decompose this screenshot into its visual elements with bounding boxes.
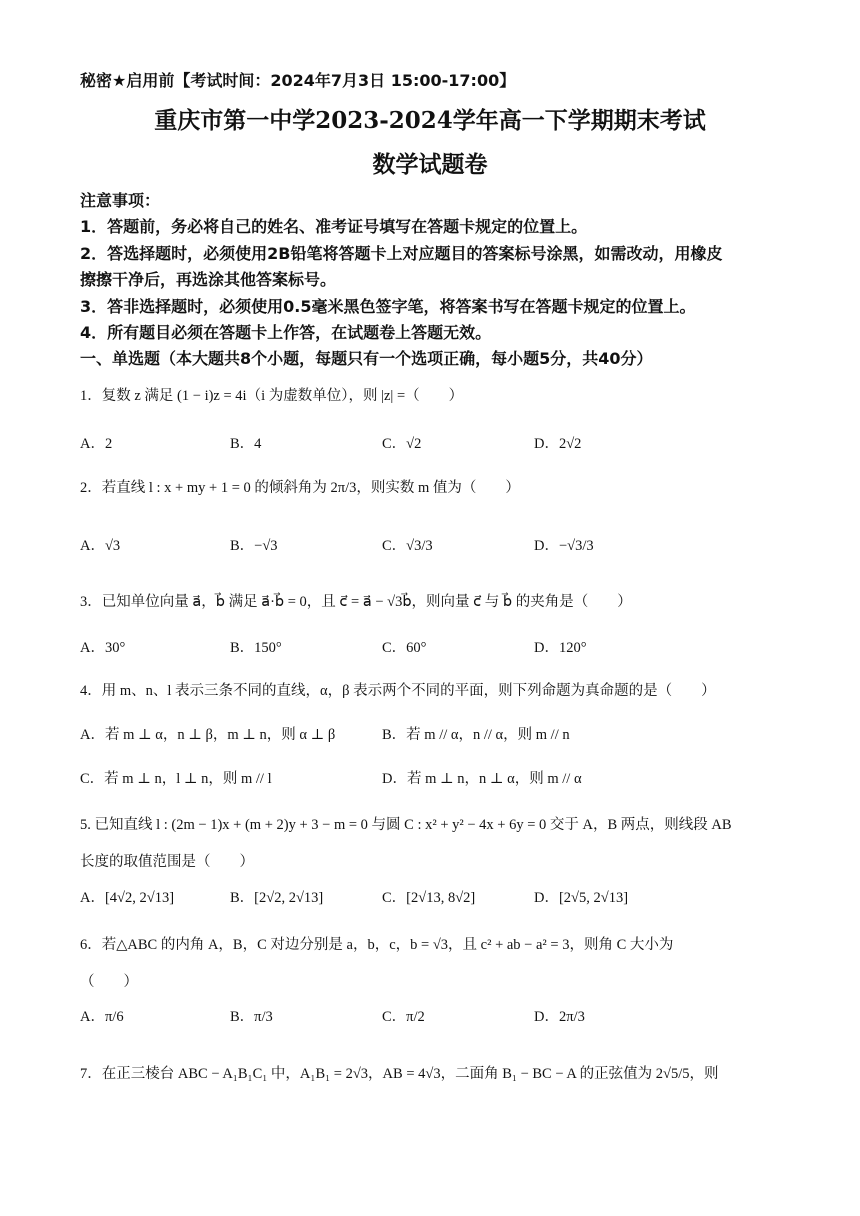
q2-option-b: B．−√3 (230, 538, 278, 554)
q3-option-c: C．60° (382, 640, 427, 656)
question-1-stem: 1．复数 z 满足 (1 − i)z = 4i（i 为虚数单位），则 |z| =（ ） (80, 388, 464, 404)
question-5-stem-cont: 长度的取值范围是（ ） (80, 854, 254, 870)
q3-option-b: B．150° (230, 640, 282, 656)
question-5-stem: 5. 已知直线 l : (2m − 1)x + (m + 2)y + 3 − m = 0 与圆 C : x² + y² − 4x + 6y = 0 交于 A，B 两点，则线段 AB (80, 817, 732, 833)
q3-option-d: D．120° (534, 640, 587, 656)
q2-option-a: A．√3 (80, 538, 121, 554)
q4-option-a: A．若 m ⊥ α，n ⊥ β，m ⊥ n，则 α ⊥ β (80, 727, 336, 743)
question-3-stem: 3．已知单位向量 a⃗，b⃗ 满足 a⃗·b⃗ = 0，且 c⃗ = a⃗ − √3b⃗，则向量 c⃗ 与 b⃗ 的夹角是（ ） (80, 594, 632, 610)
exam-title: 重庆市第一中学2023-2024学年高一下学期期末考试 (154, 107, 706, 134)
question-2-stem: 2．若直线 l : x + my + 1 = 0 的倾斜角为 2π/3，则实数 m 值为（ ） (80, 480, 520, 496)
confidential-header: 秘密★启用前【考试时间：2024年7月3日 15:00-17:00】 (80, 71, 516, 90)
q1-option-a: A．2 (80, 436, 113, 452)
q6-option-c: C．π/2 (382, 1009, 425, 1025)
note-item: 擦擦干净后，再选涂其他答案标号。 (80, 270, 337, 289)
q2-option-d: D．−√3/3 (534, 538, 594, 554)
notes-heading: 注意事项： (80, 191, 161, 210)
note-item: 4．所有题目必须在答题卡上作答，在试题卷上答题无效。 (80, 323, 492, 342)
q2-option-c: C．√3/3 (382, 538, 433, 554)
question-7-stem: 7．在正三棱台 ABC − A₁B₁C₁ 中，A₁B₁ = 2√3，AB = 4√3，二面角 B₁ − BC − A 的正弦值为 2√5/5，则 (80, 1066, 719, 1082)
q3-option-a: A．30° (80, 640, 126, 656)
q1-option-d: D．2√2 (534, 436, 582, 452)
q1-option-c: C．√2 (382, 436, 422, 452)
question-6-stem: 6．若△ABC 的内角 A，B，C 对边分别是 a，b，c，b = √3，且 c² + ab − a² = 3，则角 C 大小为 (80, 937, 674, 953)
q6-option-d: D．2π/3 (534, 1009, 585, 1025)
q5-option-d: D．[2√5, 2√13] (534, 890, 629, 906)
q4-option-b: B．若 m // α，n // α，则 m // n (382, 727, 570, 743)
q5-option-c: C．[2√13, 8√2] (382, 890, 476, 906)
q4-option-d: D．若 m ⊥ n，n ⊥ α，则 m // α (382, 771, 582, 787)
note-item: 1．答题前，务必将自己的姓名、准考证号填写在答题卡规定的位置上。 (80, 217, 588, 236)
q1-option-b: B．4 (230, 436, 262, 452)
question-4-stem: 4．用 m、n、l 表示三条不同的直线，α，β 表示两个不同的平面，则下列命题为真命题的是（ ） (80, 683, 716, 699)
q5-option-b: B．[2√2, 2√13] (230, 890, 324, 906)
q4-option-c: C．若 m ⊥ n，l ⊥ n，则 m // l (80, 771, 272, 787)
q6-option-a: A．π/6 (80, 1009, 124, 1025)
q5-option-a: A．[4√2, 2√13] (80, 890, 175, 906)
q6-option-b: B．π/3 (230, 1009, 273, 1025)
question-6-stem-cont: （ ） (80, 974, 138, 990)
note-item: 3．答非选择题时，必须使用0.5毫米黑色签字笔，将答案书写在答题卡规定的位置上。 (80, 297, 696, 316)
exam-subtitle: 数学试题卷 (372, 151, 488, 178)
section-heading: 一、单选题（本大题共8个小题，每题只有一个选项正确，每小题5分，共40分） (80, 349, 653, 368)
note-item: 2．答选择题时，必须使用2B铅笔将答题卡上对应题目的答案标号涂黑，如需改动，用橡皮 (80, 244, 723, 263)
